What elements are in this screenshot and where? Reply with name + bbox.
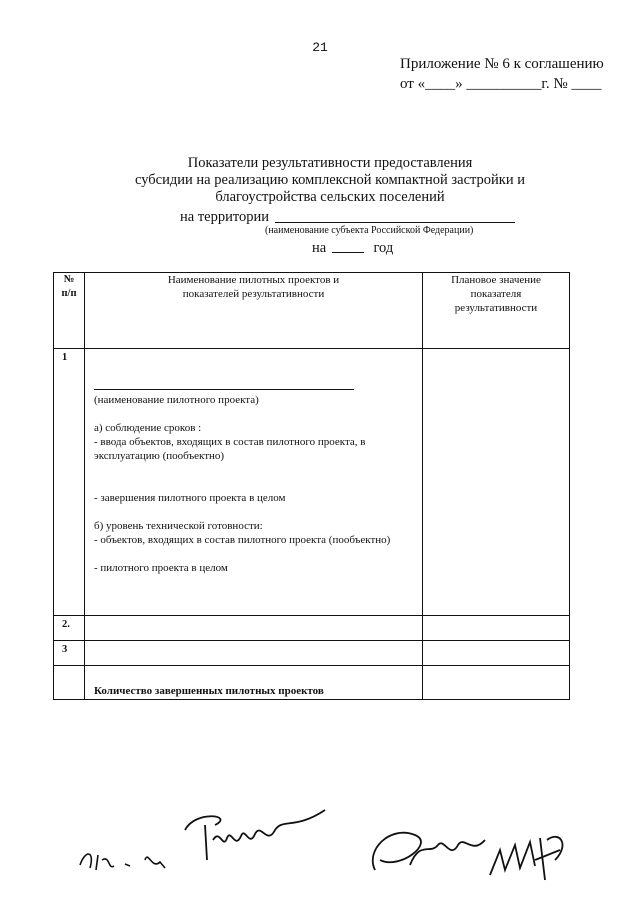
a-item2: - завершения пилотного проекта в целом: [94, 492, 286, 504]
row3-plan-cell: [423, 641, 570, 666]
table-row: [54, 641, 570, 666]
table-row: [54, 616, 570, 641]
total-label: Количество завершенных пилотных проектов: [85, 666, 423, 700]
a-item1: - ввода объектов, входящих в состав пилотного проекта, в эксплуатацию (пообъектно): [94, 436, 366, 462]
title-line3: благоустройства сельских поселений: [215, 189, 445, 205]
project-name-blank-line: [94, 389, 354, 390]
row2-name-cell: [85, 616, 423, 641]
year-blank-line: [332, 252, 364, 253]
title-line1: Показатели результативности предоставления: [187, 155, 473, 171]
year-prefix: на: [312, 240, 327, 256]
a-title: а) соблюдение сроков :: [94, 422, 202, 434]
territory-label: на территории: [180, 209, 270, 225]
appendix-line1: Приложение № 6 к соглашению: [400, 56, 604, 72]
page-number: 21: [312, 40, 328, 55]
b-item2: - пилотного проекта в целом: [94, 562, 228, 574]
row3-name-cell: [85, 641, 423, 666]
initials-signature: [70, 820, 180, 880]
territory-blank-line: [275, 222, 515, 223]
title-line2: субсидии на реализацию комплексной компактной застройки и: [135, 172, 525, 188]
b-item1: - объектов, входящих в состав пилотного проекта (пообъектно): [94, 534, 391, 546]
appendix-header: [400, 54, 604, 94]
appendix-line2: от «____» __________г. № ____: [400, 76, 602, 92]
total-num-cell: [54, 666, 85, 700]
signature-1: [175, 800, 335, 880]
row2-num: 2.: [54, 616, 85, 641]
indicators-table: [53, 272, 570, 700]
row1-name-cell: [85, 349, 423, 616]
year-suffix: год: [373, 240, 394, 256]
project-name-caption: (наименование пилотного проекта): [94, 394, 259, 406]
signature-3: [485, 820, 575, 890]
table-row: [54, 349, 570, 616]
row3-num: 3: [54, 641, 85, 666]
row1-num: 1: [54, 349, 85, 616]
total-plan-cell: [423, 666, 570, 700]
year-line: [312, 240, 393, 257]
row2-plan-cell: [423, 616, 570, 641]
table-header-row: [54, 273, 570, 349]
header-name: Наименование пилотных проектов и показателей результативности: [85, 273, 423, 349]
signature-2: [360, 815, 490, 885]
table-row: [54, 666, 570, 700]
territory-note: (наименование субъекта Российской Федерации): [265, 225, 474, 236]
b-title: б) уровень технической готовности:: [94, 520, 263, 532]
header-plan: Плановое значение показателя результативности: [423, 273, 570, 349]
document-title: [100, 155, 560, 206]
row1-plan-cell: [423, 349, 570, 616]
header-num: № п/п: [54, 273, 85, 349]
